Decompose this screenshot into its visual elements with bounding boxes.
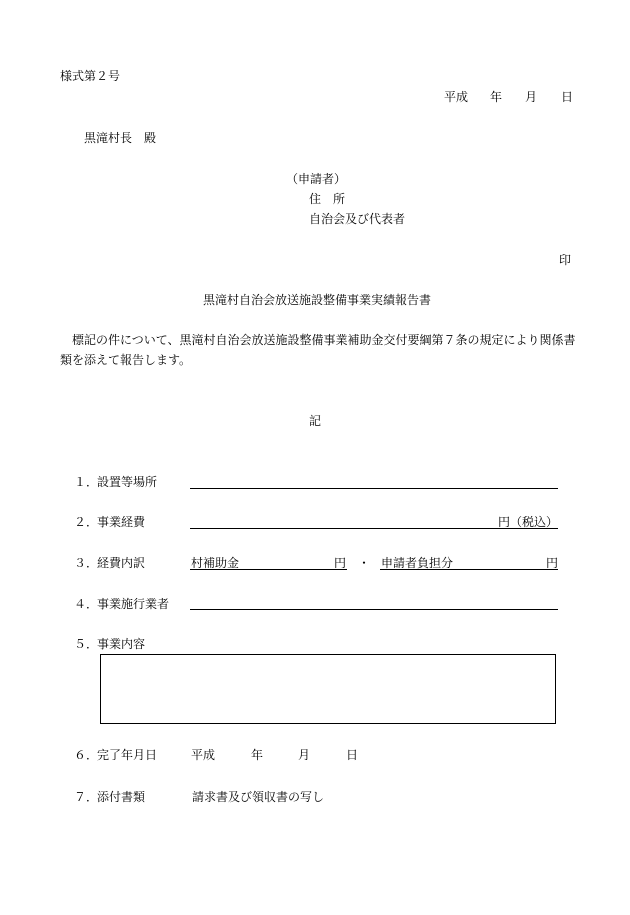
item-label: 設置等場所 — [97, 475, 158, 489]
addressee: 黒滝村長 殿 — [84, 131, 157, 145]
date-year-label: 年 — [490, 90, 503, 104]
attachments-value: 請求書及び領収書の写し — [192, 790, 325, 804]
document-title: 黒滝村自治会放送施設整備事業実績報告書 — [203, 293, 432, 307]
yen-label-1: 円 — [334, 556, 347, 570]
form-number: 様式第２号 — [60, 69, 121, 83]
address-label: 住 所 — [309, 192, 346, 206]
completion-year-label: 年 — [251, 748, 264, 762]
item-number: ２． — [74, 515, 99, 529]
ki-heading: 記 — [309, 414, 322, 428]
yen-label-2: 円 — [546, 556, 559, 570]
item-label: 完了年月日 — [97, 748, 158, 762]
date-era: 平成 — [444, 90, 469, 104]
applicant-share-label: 申請者負担分 — [381, 556, 454, 570]
item-label: 事業施行業者 — [97, 597, 170, 611]
item-number: ４． — [74, 597, 99, 611]
representative-label: 自治会及び代表者 — [309, 212, 406, 226]
body-line-1: 標記の件について、黒滝村自治会放送施設整備事業補助金交付要綱第７条の規定により関係書 — [60, 333, 576, 347]
item-label: 事業経費 — [97, 515, 146, 529]
project-cost-field[interactable] — [190, 528, 558, 529]
village-subsidy-field[interactable] — [190, 569, 347, 570]
completion-era: 平成 — [191, 748, 216, 762]
item-number: １． — [74, 475, 99, 489]
village-subsidy-label: 村補助金 — [191, 556, 240, 570]
item-number: ３． — [74, 556, 99, 570]
body-line-2: 類を添えて報告します。 — [60, 353, 192, 367]
applicant-share-field[interactable] — [380, 569, 558, 570]
item-number: ７． — [74, 790, 99, 804]
installation-location-field[interactable] — [190, 488, 558, 489]
item-number: ６． — [74, 748, 99, 762]
completion-month-label: 月 — [298, 748, 311, 762]
item-label: 添付書類 — [97, 790, 146, 804]
item-label: 事業内容 — [97, 637, 146, 651]
completion-day-label: 日 — [346, 748, 359, 762]
applicant-heading: （申請者） — [286, 172, 347, 186]
project-content-box[interactable] — [100, 654, 556, 724]
item-label: 経費内訳 — [97, 556, 146, 570]
date-month-label: 月 — [525, 90, 538, 104]
yen-tax-included-label: 円（税込） — [498, 515, 559, 529]
separator-dot: ・ — [358, 556, 371, 570]
seal-mark: 印 — [559, 253, 572, 267]
contractor-field[interactable] — [190, 609, 558, 610]
date-day-label: 日 — [561, 90, 574, 104]
item-number: ５． — [74, 637, 99, 651]
